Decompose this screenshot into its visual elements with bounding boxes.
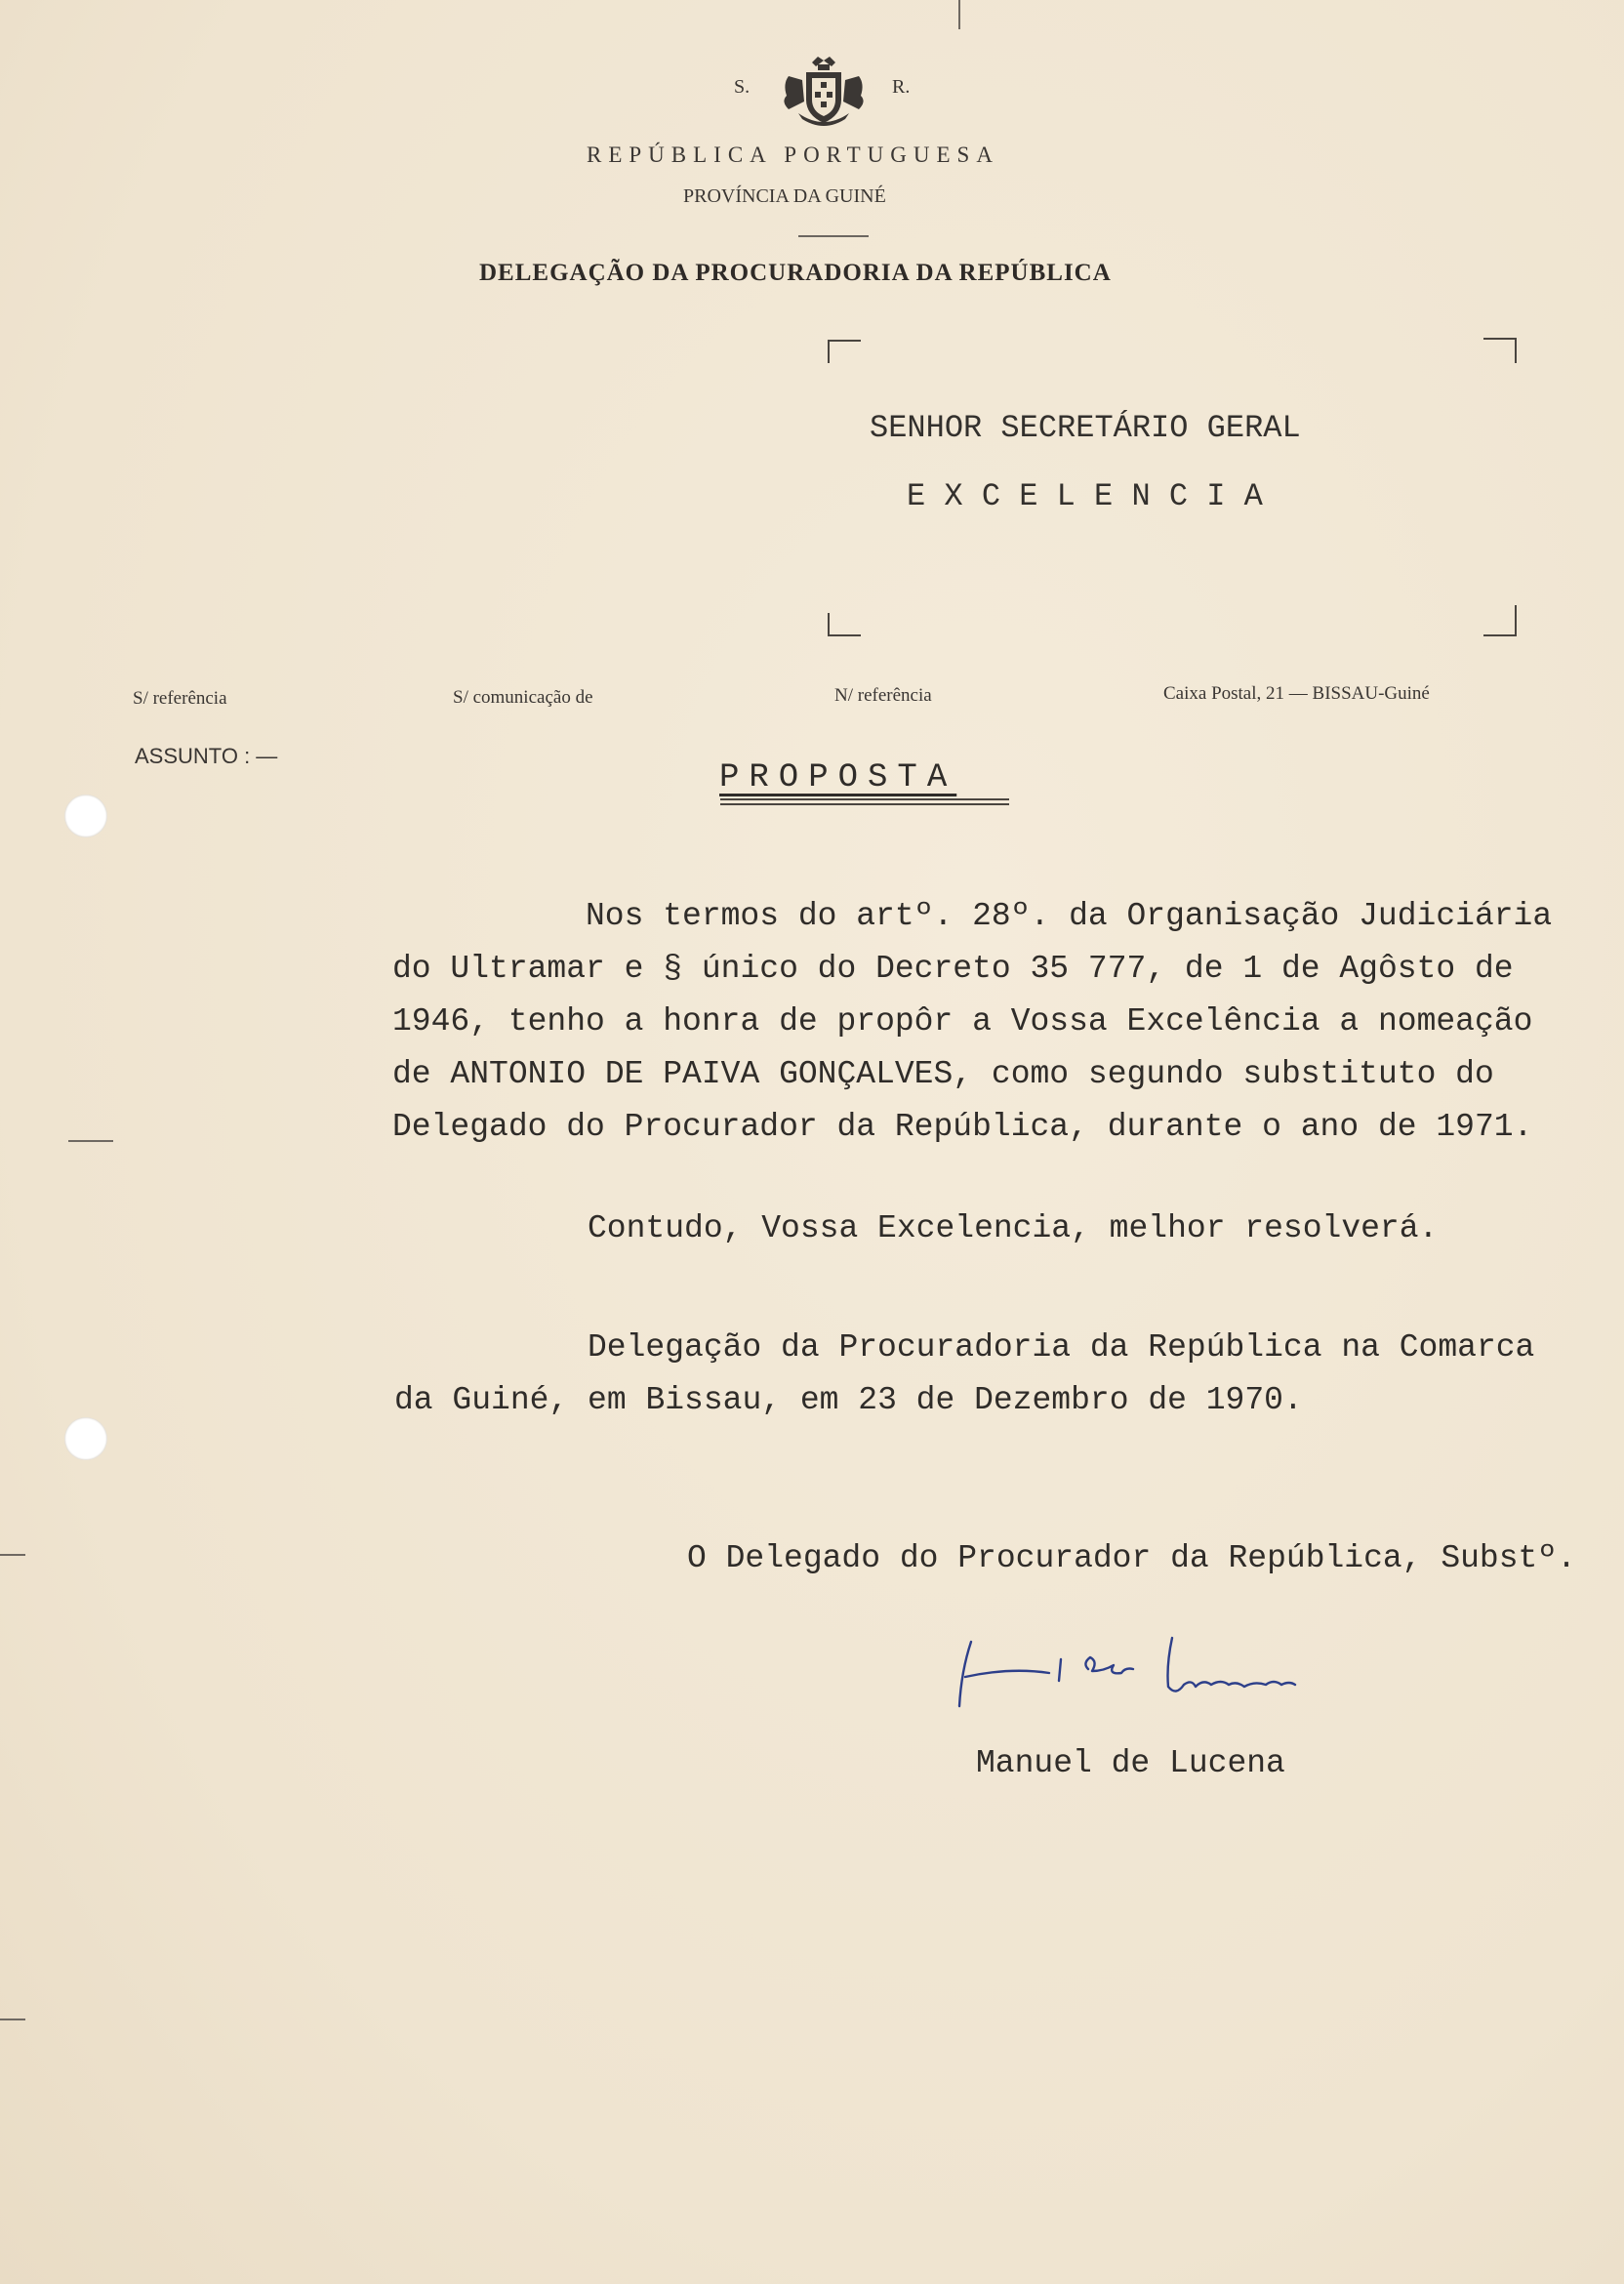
signatory-role: O Delegado do Procurador da República, Substº.	[687, 1540, 1576, 1576]
paragraph-3-line-2: da Guiné, em Bissau, em 23 de Dezembro de 1970.	[394, 1382, 1303, 1418]
document-title: PROPOSTA	[719, 759, 957, 796]
s-comunicacao-label: S/ comunicação de	[453, 687, 593, 708]
punch-hole-bottom	[64, 1417, 107, 1460]
fold-mark-left	[68, 1140, 113, 1142]
address-corner-bl	[828, 613, 861, 636]
r-label: R.	[892, 76, 911, 98]
address-corner-tl	[828, 340, 861, 363]
s-label: S.	[734, 76, 751, 98]
margin-mark-1	[0, 1554, 25, 1556]
coat-of-arms-icon	[779, 55, 869, 131]
s-referencia-label: S/ referência	[133, 688, 227, 709]
title-double-underline-1	[720, 798, 1009, 800]
paragraph-1-line-4: de ANTONIO DE PAIVA GONÇALVES, como segundo substituto do	[392, 1056, 1494, 1092]
paragraph-3-line-1: Delegação da Procuradoria da República na Comarca	[588, 1329, 1535, 1366]
assunto-label: ASSUNTO : —	[135, 744, 278, 768]
letterhead-divider	[798, 235, 869, 237]
paragraph-1-line-3: 1946, tenho a honra de propôr a Vossa Excelência a nomeação	[392, 1003, 1533, 1040]
punch-hole-top	[64, 795, 107, 837]
margin-mark-2	[0, 2019, 25, 2020]
paragraph-1-line-5: Delegado do Procurador da República, durante o ano de 1971.	[392, 1109, 1533, 1145]
top-edge-mark	[958, 0, 960, 29]
paragraph-1-line-1: Nos termos do artº. 28º. da Organisação Judiciária	[586, 898, 1553, 934]
paragraph-1-line-2: do Ultramar e § único do Decreto 35 777, de 1 de Agôsto de	[392, 951, 1514, 987]
addressee-line2: E X C E L E N C I A	[907, 478, 1263, 514]
handwritten-signature	[952, 1620, 1318, 1718]
paragraph-2: Contudo, Vossa Excelencia, melhor resolverá.	[588, 1210, 1439, 1246]
signatory-name: Manuel de Lucena	[976, 1745, 1285, 1781]
letterhead-delegation: DELEGAÇÃO DA PROCURADORIA DA REPÚBLICA	[479, 260, 1112, 286]
title-double-underline-2	[720, 803, 1009, 805]
n-referencia-label: N/ referência	[834, 685, 932, 706]
addressee-line1: SENHOR SECRETÁRIO GERAL	[870, 410, 1301, 446]
address-corner-tr	[1483, 338, 1517, 363]
letterhead-province: PROVÍNCIA DA GUINÉ	[683, 185, 886, 207]
letterhead-republic: REPÚBLICA PORTUGUESA	[587, 143, 999, 167]
address-corner-br	[1483, 605, 1517, 636]
caixa-postal-label: Caixa Postal, 21 — BISSAU-Guiné	[1163, 683, 1430, 704]
